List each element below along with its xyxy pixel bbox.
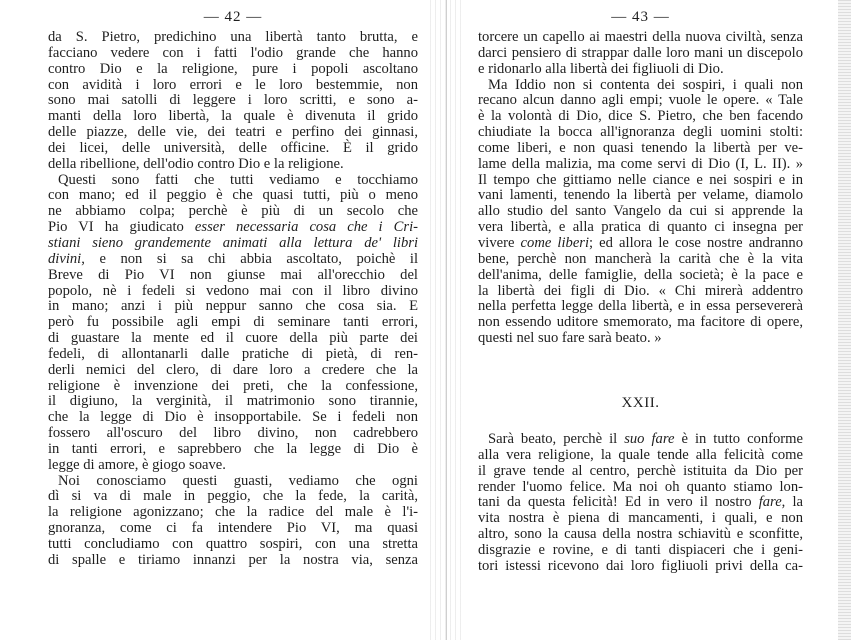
text-line: tutti concludiamo con quattro sospiri, con una stretta: [48, 536, 418, 552]
text-segment: Pio VI ha giudicato: [48, 219, 195, 236]
text-line: render l'uomo felice. Ma noi oh quanto stiamo lon-: [478, 478, 803, 495]
text-line: legge di amore, è giogo soave.: [48, 456, 226, 473]
text-line: nella perfetta legge della libertà, e in essa persevererà: [478, 298, 803, 315]
italic-text: stiani sieno grandemente animati alla lettura de' libri: [48, 234, 418, 251]
text-line: recano alcun danno agli empi; vuole le opere. « Tale: [478, 92, 803, 109]
text-segment: ; ed allora le cose nostre andranno: [589, 234, 803, 251]
text-line: non essendo uditore smemorato, ma facitore di opere,: [478, 314, 803, 331]
text-line: il grave tende al centro, perchè istituita da Dio per: [478, 462, 803, 479]
text-line: Ma Iddio non si contenta dei sospiri, i quali non: [488, 76, 803, 93]
italic-text: suo fare: [624, 431, 675, 447]
text-line: con avidità i loro errori e le loro bestemmie, non: [48, 76, 418, 93]
text-line: in mano; anzi i più neppur sanno che cosa sia. E: [48, 298, 418, 315]
text-line: dell'anima, delle famiglie, della società; è la pace e: [478, 266, 803, 283]
text-line: in tanti errori, e saprebbero che la legge di Dio è: [48, 440, 418, 457]
text-line: il digiuno, la verginità, il matrimonio sono tirannie,: [48, 393, 418, 410]
text-segment: tani da questa felicità! Ed in vero il nostro: [478, 494, 759, 511]
text-line: [478, 495, 803, 511]
text-line: questi nel suo fare sarà beato. »: [478, 330, 662, 347]
italic-text: esser necessaria cosa che i Cri-: [194, 219, 418, 236]
text-line: fossero all'oscuro del libro divino, non cadrebbero: [48, 425, 418, 442]
text-line: da S. Pietro, predichino una libertà tanto brutta, e: [48, 29, 418, 45]
text-line: Breve di Pio VI non giunse mai all'orecchio del: [48, 266, 418, 283]
text-line: gnoranza, come ci fa intendere Pio VI, ma quasi: [48, 520, 418, 537]
text-line: religione è invenzione dei preti, che la confessione,: [48, 377, 418, 394]
book-gutter: [428, 0, 462, 640]
text-line: alla vera religione, la quale tende alla felicità come: [478, 446, 803, 463]
book-fold: [446, 0, 447, 640]
text-line: darci pensiero di strappar dalle loro mani un discepolo: [478, 44, 803, 61]
text-line: della ribellione, dell'odio contro Dio e la religione.: [48, 155, 344, 172]
text-line: e ridonarlo alla libertà dei figliuoli di Dio.: [478, 60, 724, 77]
text-line: la libertà dei figli di Dio. « Chi mirerà addentro: [478, 282, 803, 299]
text-line: vita nostra è piena di mancamenti, i quali, e non: [478, 510, 803, 527]
text-segment: , e non si sa chi abbia ascoltato, poichè il: [81, 250, 418, 267]
text-segment: è in tutto conforme: [674, 431, 803, 447]
text-line: facciano vedere con i fatti l'odio grande che hanno: [48, 44, 418, 61]
text-line: [478, 432, 803, 448]
text-line: però fu possibile agli empi di seminare tanti errori,: [48, 314, 418, 331]
text-line: di guastare la mente ed il cuore della più parte dei: [48, 330, 418, 347]
text-line: disgrazie e rovine, e di tanti dispiaceri che i geni-: [478, 541, 803, 558]
chapter-heading: XXII.: [621, 395, 660, 411]
text-line: tori istessi ricevono dai loro figliuoli privi della ca-: [478, 557, 803, 574]
text-line: vani lamenti, tenendo la libertà per velame, diamolo: [478, 187, 803, 204]
text-line: [48, 220, 418, 236]
text-line: altro, sono la causa della nostra schiavitù e sconfitte,: [478, 526, 803, 543]
text-segment: , la: [781, 494, 803, 511]
text-line: [48, 252, 418, 268]
chapter-text: [478, 432, 803, 575]
text-line: la religione agonizzano; che la radice del male è l'i-: [48, 504, 418, 521]
text-line: di spalle e tiriamo innanzi per la nostra via, senza: [48, 551, 418, 568]
left-page-text: [48, 30, 418, 569]
text-line: torcere un capello ai maestri della nuova civiltà, senza: [478, 29, 803, 45]
text-line: manti della loro libertà, la quale è divenuta il grido: [48, 108, 418, 125]
italic-text: come liberi: [520, 234, 590, 251]
page-edge: [838, 0, 851, 640]
text-line: con mano; ed il peggio è che quasi tutti, più o meno: [48, 187, 418, 204]
text-line: come liberi, e non quasi tenendo la libertà per ve-: [478, 139, 803, 156]
text-line: dei licei, delle università, delle officine. È il grido: [48, 139, 418, 156]
text-line: Questi sono fatti che tutti vediamo e tocchiamo: [58, 171, 418, 188]
text-line: contro Dio e la religione, pure i popoli ascoltano: [48, 60, 418, 77]
text-segment: Sarà beato, perchè il: [488, 431, 625, 447]
text-line: ne abbiamo colpa; perchè è più di un secolo che: [48, 203, 418, 220]
text-line: allo studio del santo Vangelo da cui si apprende la: [478, 203, 803, 220]
right-page-text: [478, 30, 803, 347]
text-line: [478, 236, 803, 252]
text-line: vera libertà, e alla pratica di quanto ci insegna per: [478, 219, 803, 236]
text-line: [48, 236, 418, 252]
text-line: Noi conosciamo questi guasti, vediamo che ogni: [58, 472, 418, 489]
page-number-left: — 42 —: [203, 9, 263, 25]
text-line: lame della malizia, ma come servi di Dio (I, L. II). »: [478, 155, 803, 172]
text-line: Il tempo che gittiamo nelle ciance e nei sospiri e in: [478, 171, 803, 188]
text-line: che la legge di Dio è insopportabile. Se i fedeli non: [48, 409, 418, 426]
text-line: delle piazze, delle vie, dei teatri e perfino dei ginnasi,: [48, 124, 418, 141]
text-line: bene, perchè non mancherà la carità che è la vita: [478, 250, 803, 267]
text-line: è la volontà di Dio, dice S. Pietro, che ben facendo: [478, 108, 803, 125]
text-line: popolo, nè i fedeli si vedono mai con il libro divino: [48, 282, 418, 299]
italic-text: fare: [758, 494, 782, 511]
italic-text: divini: [48, 250, 82, 267]
text-line: sono mai satolli di leggere i loro scritti, e sono a-: [48, 92, 418, 109]
text-segment: vivere: [478, 234, 521, 251]
text-line: chiudiate la bocca all'ignoranza degli uomini stolti:: [478, 124, 803, 141]
text-line: dì si va di male in peggio, che la fede, la carità,: [48, 488, 418, 505]
text-line: fedeli, di allontanarli dalle pratiche di pietà, di ren-: [48, 345, 418, 362]
text-line: derli nemici del clero, di dare loro a credere che la: [48, 361, 418, 378]
page-number-right: — 43 —: [611, 9, 670, 25]
